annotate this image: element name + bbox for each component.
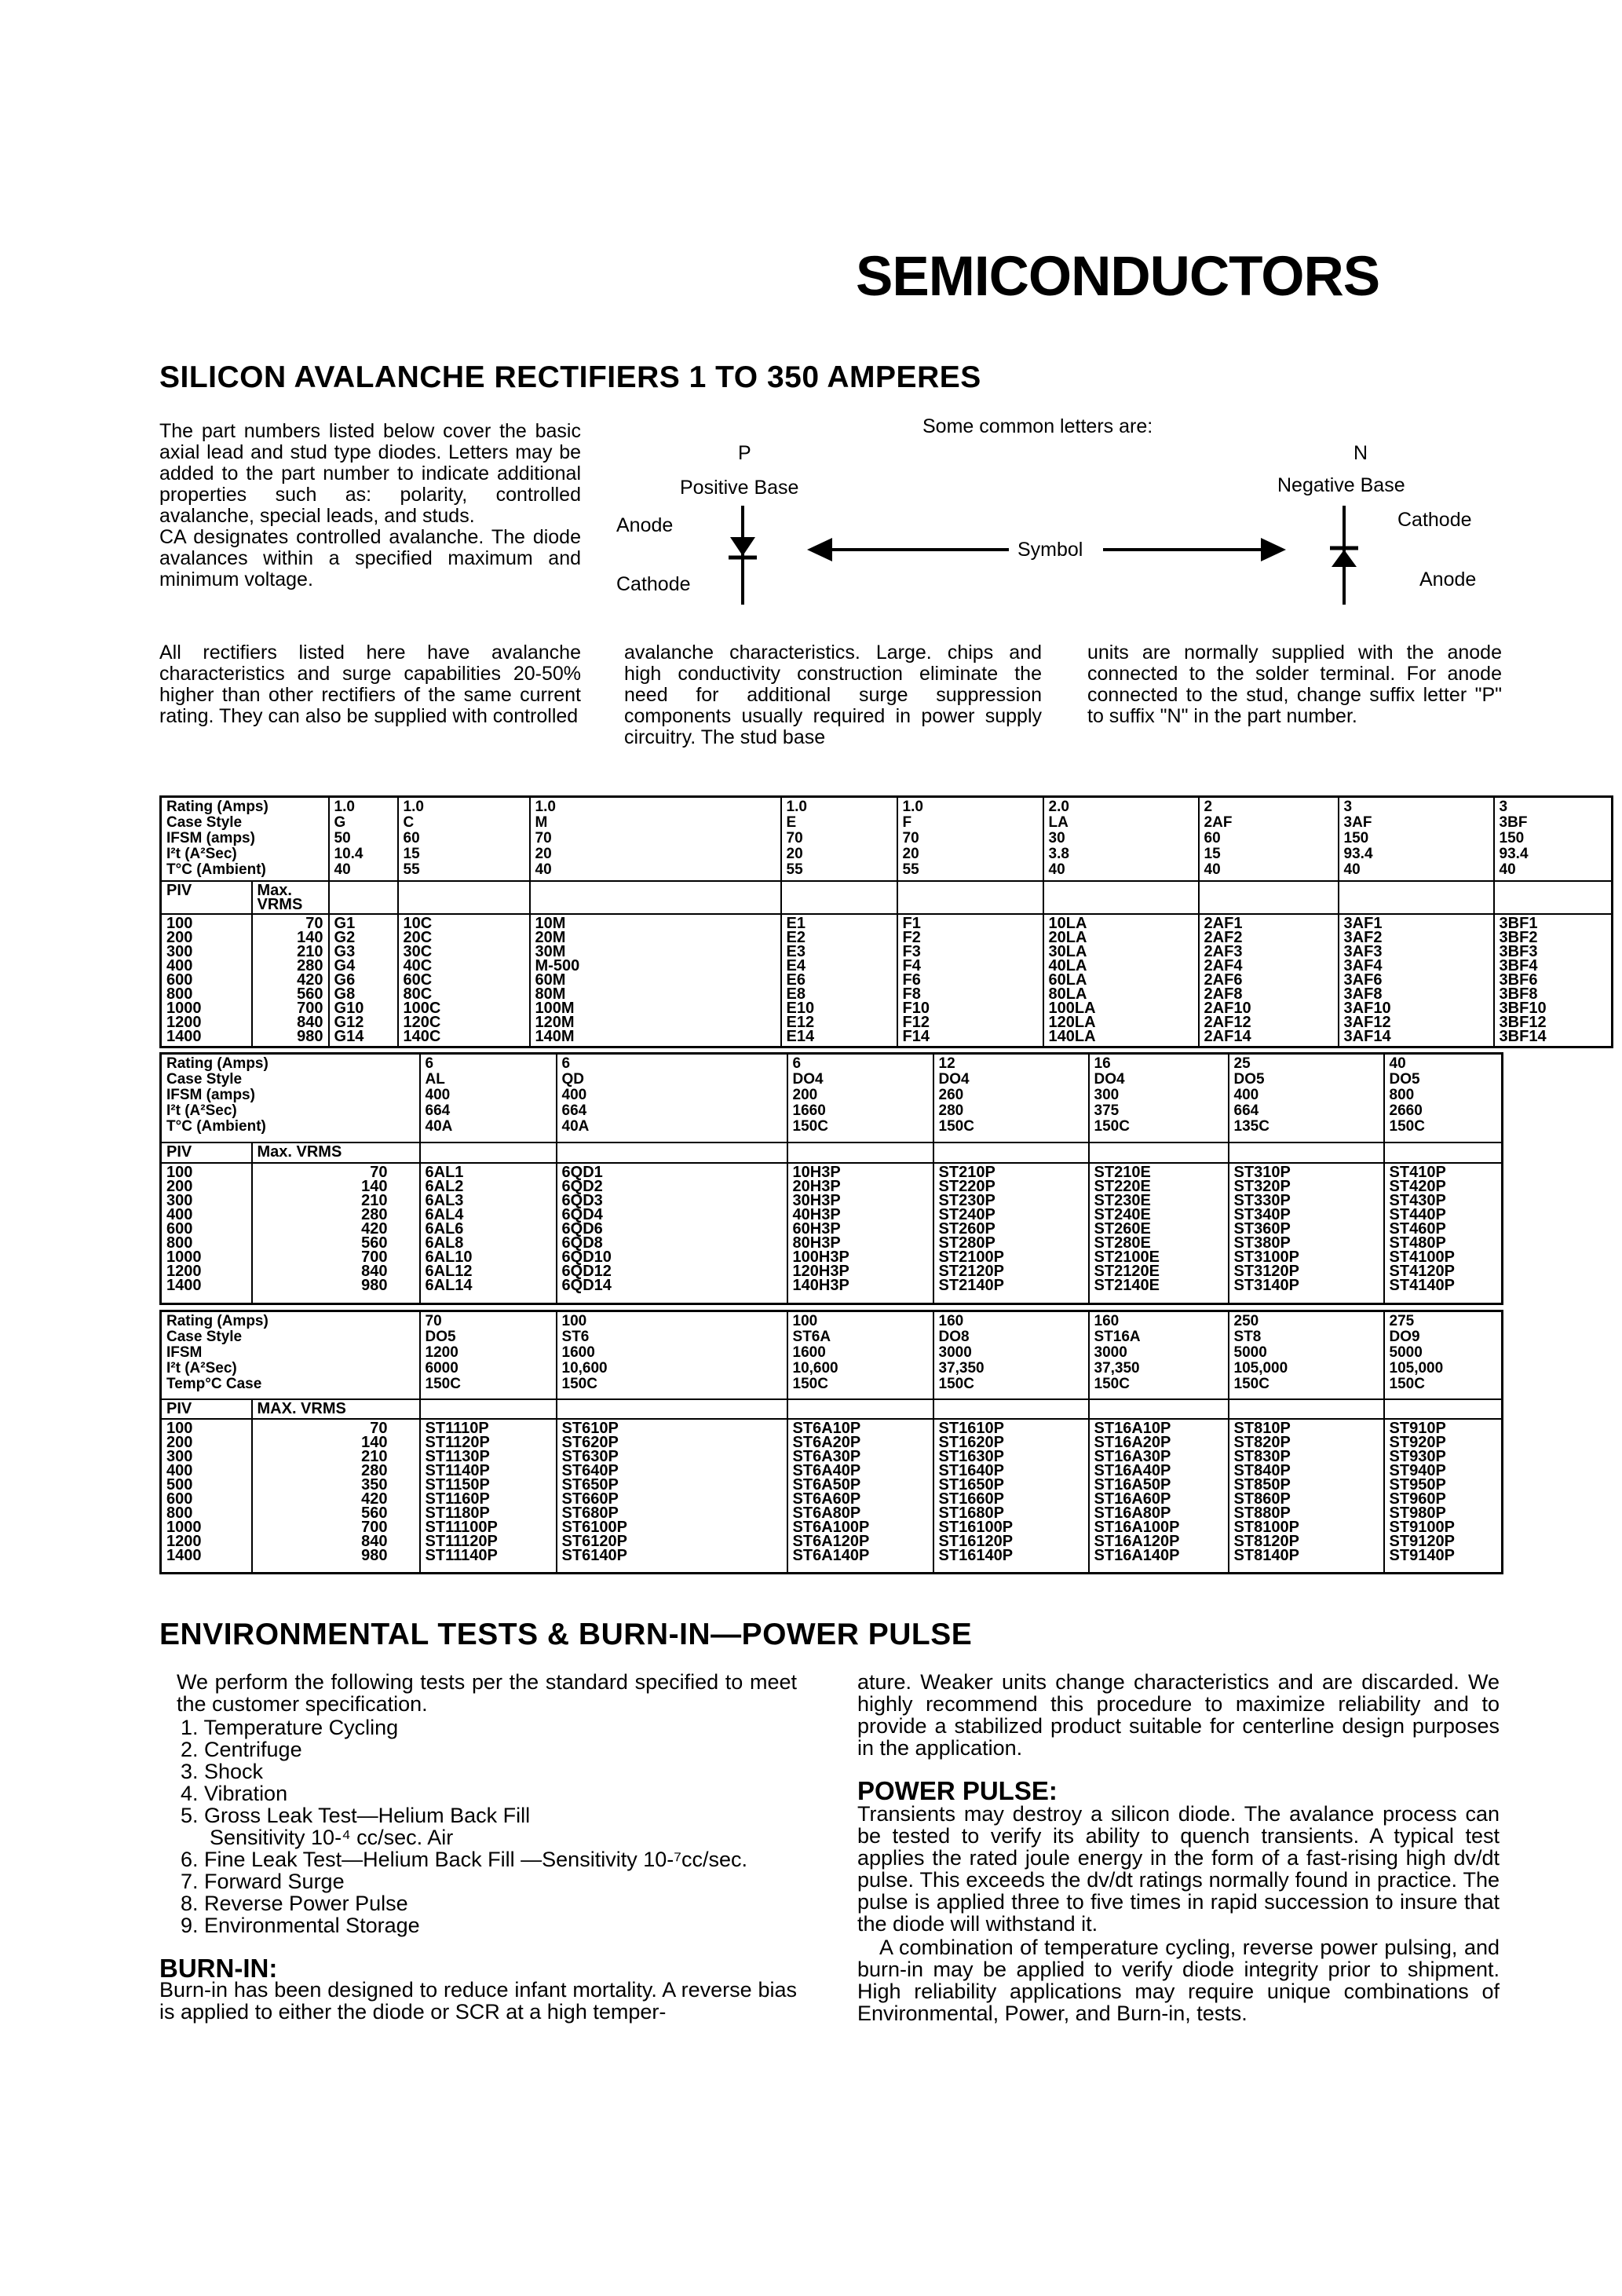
spec-cell: 160 ST16A 3000 37,350 150C — [1089, 1311, 1229, 1399]
spec-cell: 1.0 M 70 20 40 — [530, 797, 781, 881]
spec-row — [161, 797, 1613, 881]
spec-row — [161, 1054, 1503, 1143]
n-letter: N — [1353, 442, 1368, 464]
vrms-values: 70 140 210 280 350 420 560 700 840 980 — [252, 1419, 420, 1574]
spec-cell: 1.0 E 70 20 55 — [781, 797, 897, 881]
spec-cell: 2 2AF 60 15 40 — [1199, 797, 1339, 881]
part-numbers: ST410P ST420P ST430P ST440P ST460P ST480P ST4100P ST4120P ST4140P — [1384, 1163, 1503, 1304]
rectifier-table-3 — [159, 1310, 1503, 1574]
part-numbers: ST1110P ST1120P ST1130P ST1140P ST1150P ST1160P ST1180P ST11100P ST11120P ST11140P — [420, 1419, 557, 1574]
part-numbers: 6AL1 6AL2 6AL3 6AL4 6AL6 6AL8 6AL10 6AL12 6AL14 — [420, 1163, 557, 1304]
power-pulse-text-2: A combination of temperature cycling, reverse power pulsing, and burn-in may be applied to verify diode integrity prior to shipment. High reliability applications may require unique combinations of Environmental, Power, and Burn-in, tests. — [857, 1936, 1500, 2025]
spec-cell: 275 DO9 5000 105,000 150C — [1384, 1311, 1503, 1399]
n-diode-triangle-icon — [1332, 550, 1357, 567]
n-cathode-label: Cathode — [1397, 509, 1472, 531]
rectifier-table-2 — [159, 1052, 1503, 1305]
intro-paragraph-1: The part numbers listed below cover the basic axial lead and stud type diodes. Letters may be added to the part number to indicate additional properties such as: polarity, controlled avalanche, special leads, and studs. CA designates controlled avalanche. The diode avalances within a specified maximum and minimum voltage. — [159, 420, 581, 590]
section-heading-rectifiers: SILICON AVALANCHE RECTIFIERS 1 TO 350 AMPERES — [159, 360, 981, 394]
p-diode-triangle-icon — [730, 537, 755, 556]
diode-symbol-arrows — [707, 503, 1413, 612]
spec-labels: Rating (Amps) Case Style IFSM (amps) I²t (A²Sec) T°C (Ambient) — [161, 797, 329, 881]
test-item: 8. Reverse Power Pulse — [181, 1892, 408, 1915]
vrms-values: 70 140 210 280 420 560 700 840 980 — [252, 1163, 420, 1304]
part-numbers: 2AF1 2AF2 2AF3 2AF4 2AF6 2AF8 2AF10 2AF12 2AF14 — [1199, 914, 1339, 1047]
test-item: 3. Shock — [181, 1760, 264, 1783]
n-anode-label: Anode — [1419, 569, 1477, 590]
n-label: Negative Base — [1277, 474, 1405, 496]
spec-cell: 2.0 LA 30 3.8 40 — [1043, 797, 1199, 881]
part-numbers: ST6A10P ST6A20P ST6A30P ST6A40P ST6A50P ST6A60P ST6A80P ST6A100P ST6A120P ST6A140P — [787, 1419, 933, 1574]
spec-cell: 6 AL 400 664 40A — [420, 1054, 557, 1143]
spec-cell: 3 3BF 150 93.4 40 — [1494, 797, 1613, 881]
part-numbers: 3AF1 3AF2 3AF3 3AF4 3AF6 3AF8 3AF10 3AF12 3AF14 — [1339, 914, 1494, 1047]
spec-cell: 100 ST6A 1600 10,600 150C — [787, 1311, 933, 1399]
power-pulse-heading: POWER PULSE: — [857, 1776, 1058, 1805]
test-item: 4. Vibration — [181, 1782, 288, 1805]
test-list — [181, 1717, 747, 1936]
piv-values: 100 200 300 400 600 800 1000 1200 1400 — [161, 1163, 252, 1304]
vrms-header: MAX. VRMS — [252, 1399, 420, 1419]
spec-cell: 250 ST8 5000 105,000 150C — [1229, 1311, 1384, 1399]
test-item: 5. Gross Leak Test—Helium Back Fill — [181, 1804, 531, 1827]
spec-cell: 6 DO4 200 1660 150C — [787, 1054, 933, 1143]
test-item: 9. Environmental Storage — [181, 1914, 420, 1937]
piv-header: PIV — [161, 1143, 252, 1163]
test-item: 7. Forward Surge — [181, 1870, 345, 1893]
arrow-left-icon — [807, 538, 832, 561]
spec-cell: 12 DO4 260 280 150C — [933, 1054, 1089, 1143]
page-title: SEMICONDUCTORS — [856, 246, 1380, 308]
rectifier-table-1 — [159, 795, 1613, 1048]
symbol-label: Symbol — [1014, 539, 1086, 561]
part-numbers: 10LA 20LA 30LA 40LA 60LA 80LA 100LA 120LA 140LA — [1043, 914, 1199, 1047]
intro-paragraph-3: avalanche characteristics. Large. chips and high conductivity construction eliminate the need for additional surge suppression components usually required in power supply circuitry. The stud base — [624, 642, 1042, 748]
test-item: 1. Temperature Cycling — [181, 1716, 399, 1739]
burnin-heading: BURN-IN: — [159, 1954, 278, 1983]
diagram-caption: Some common letters are: — [922, 415, 1153, 437]
part-numbers: E1 E2 E3 E4 E6 E8 E10 E12 E14 — [781, 914, 897, 1047]
spec-cell: 1.0 C 60 15 55 — [398, 797, 530, 881]
spec-cell: 1.0 G 50 10.4 40 — [329, 797, 398, 881]
piv-values: 100 200 300 400 600 800 1000 1200 1400 — [161, 914, 252, 1047]
part-numbers: 10M 20M 30M M-500 60M 80M 100M 120M 140M — [530, 914, 781, 1047]
piv-values: 100 200 300 400 500 600 800 1000 1200 1400 — [161, 1419, 252, 1574]
burnin-text: Burn-in has been designed to reduce infant mortality. A reverse bias is applied to either the diode or SCR at a high temper- — [159, 1978, 797, 2024]
parts-row — [161, 914, 1613, 1047]
burnin-continued: ature. Weaker units change characteristics and are discarded. We highly recommend this procedure to maximize reliability and to provide a stabilized product suitable for centerline design purposes in the application. — [857, 1670, 1500, 1760]
header-row — [161, 1143, 1503, 1163]
spec-cell: 25 DO5 400 664 135C — [1229, 1054, 1384, 1143]
part-numbers: G1 G2 G3 G4 G6 G8 G10 G12 G14 — [329, 914, 398, 1047]
spec-labels: Rating (Amps) Case Style IFSM (amps) I²t (A²Sec) T°C (Ambient) — [161, 1054, 420, 1143]
intro-paragraph-4: units are normally supplied with the anode connected to the solder terminal. For anode connected to the stud, change suffix letter "P" to suffix "N" in the part number. — [1087, 642, 1502, 727]
spec-cell: 160 DO8 3000 37,350 150C — [933, 1311, 1089, 1399]
spec-cell: 16 DO4 300 375 150C — [1089, 1054, 1229, 1143]
header-row — [161, 881, 1613, 914]
test-item-detail: Sensitivity 10-⁴ cc/sec. Air — [210, 1826, 454, 1849]
arrow-right-icon — [1261, 538, 1286, 561]
spec-cell: 40 DO5 800 2660 150C — [1384, 1054, 1503, 1143]
part-numbers: ST1610P ST1620P ST1630P ST1640P ST1650P ST1660P ST1680P ST16100P ST16120P ST16140P — [933, 1419, 1089, 1574]
spec-cell: 100 ST6 1600 10,600 150C — [557, 1311, 787, 1399]
test-item: 6. Fine Leak Test—Helium Back Fill —Sensitivity 10-⁷cc/sec. — [181, 1848, 748, 1871]
test-item: 2. Centrifuge — [181, 1738, 302, 1761]
vrms-header: Max. VRMS — [252, 881, 329, 914]
part-numbers: ST910P ST920P ST930P ST940P ST950P ST960P ST980P ST9100P ST9120P ST9140P — [1384, 1419, 1503, 1574]
p-cathode-label: Cathode — [616, 573, 691, 595]
part-numbers: ST210E ST220E ST230E ST240E ST260E ST280E ST2100E ST2120E ST2140E — [1089, 1163, 1229, 1304]
p-label: Positive Base — [680, 477, 799, 499]
parts-row — [161, 1419, 1503, 1574]
p-anode-label: Anode — [616, 514, 674, 536]
part-numbers: ST310P ST320P ST330P ST340P ST360P ST380P ST3100P ST3120P ST3140P — [1229, 1163, 1384, 1304]
vrms-values: 70 140 210 280 420 560 700 840 980 — [252, 914, 329, 1047]
p-letter: P — [738, 442, 751, 464]
part-numbers: ST610P ST620P ST630P ST640P ST650P ST660P ST680P ST6100P ST6120P ST6140P — [557, 1419, 787, 1574]
section-heading-environmental: ENVIRONMENTAL TESTS & BURN-IN—POWER PULSE — [159, 1618, 973, 1651]
header-row — [161, 1399, 1503, 1419]
intro-paragraph-2: All rectifiers listed here have avalanche characteristics and surge capabilities 20-50% higher than other rectifiers of the same current rating. They can also be supplied with controlled — [159, 642, 581, 727]
part-numbers: 10C 20C 30C 40C 60C 80C 100C 120C 140C — [398, 914, 530, 1047]
part-numbers: 10H3P 20H3P 30H3P 40H3P 60H3P 80H3P 100H3P 120H3P 140H3P — [787, 1163, 933, 1304]
piv-header: PIV — [161, 881, 252, 914]
part-numbers: 6QD1 6QD2 6QD3 6QD4 6QD6 6QD8 6QD10 6QD12 6QD14 — [557, 1163, 787, 1304]
part-numbers: ST16A10P ST16A20P ST16A30P ST16A40P ST16A50P ST16A60P ST16A80P ST16A100P ST16A120P ST16A140P — [1089, 1419, 1229, 1574]
spec-cell: 3 3AF 150 93.4 40 — [1339, 797, 1494, 881]
spec-cell: 70 DO5 1200 6000 150C — [420, 1311, 557, 1399]
power-pulse-text: Transients may destroy a silicon diode. The avalance process can be tested to verify its ability to quench transients. A typical test applies the rated joule energy in the form of a fast-rising high dv/dt pulse. This exceeds the dv/dt ratings normally found in practice. The pulse is applied three to five times in rapid succession to insure that the diode will withstand it. — [857, 1802, 1500, 1936]
piv-header: PIV — [161, 1399, 252, 1419]
spec-labels: Rating (Amps) Case Style IFSM I²t (A²Sec) Temp°C Case — [161, 1311, 420, 1399]
parts-row — [161, 1163, 1503, 1304]
part-numbers: 3BF1 3BF2 3BF3 3BF4 3BF6 3BF8 3BF10 3BF12 3BF14 — [1494, 914, 1613, 1047]
part-numbers: ST210P ST220P ST230P ST240P ST260P ST280P ST2100P ST2120P ST2140P — [933, 1163, 1089, 1304]
part-numbers: F1 F2 F3 F4 F6 F8 F10 F12 F14 — [897, 914, 1043, 1047]
env-intro: We perform the following tests per the standard specified to meet the customer specification. — [177, 1670, 797, 1716]
spec-cell: 6 QD 400 664 40A — [557, 1054, 787, 1143]
spec-cell: 1.0 F 70 20 55 — [897, 797, 1043, 881]
vrms-header: Max. VRMS — [252, 1143, 420, 1163]
part-numbers: ST810P ST820P ST830P ST840P ST850P ST860P ST880P ST8100P ST8120P ST8140P — [1229, 1419, 1384, 1574]
spec-row — [161, 1311, 1503, 1399]
